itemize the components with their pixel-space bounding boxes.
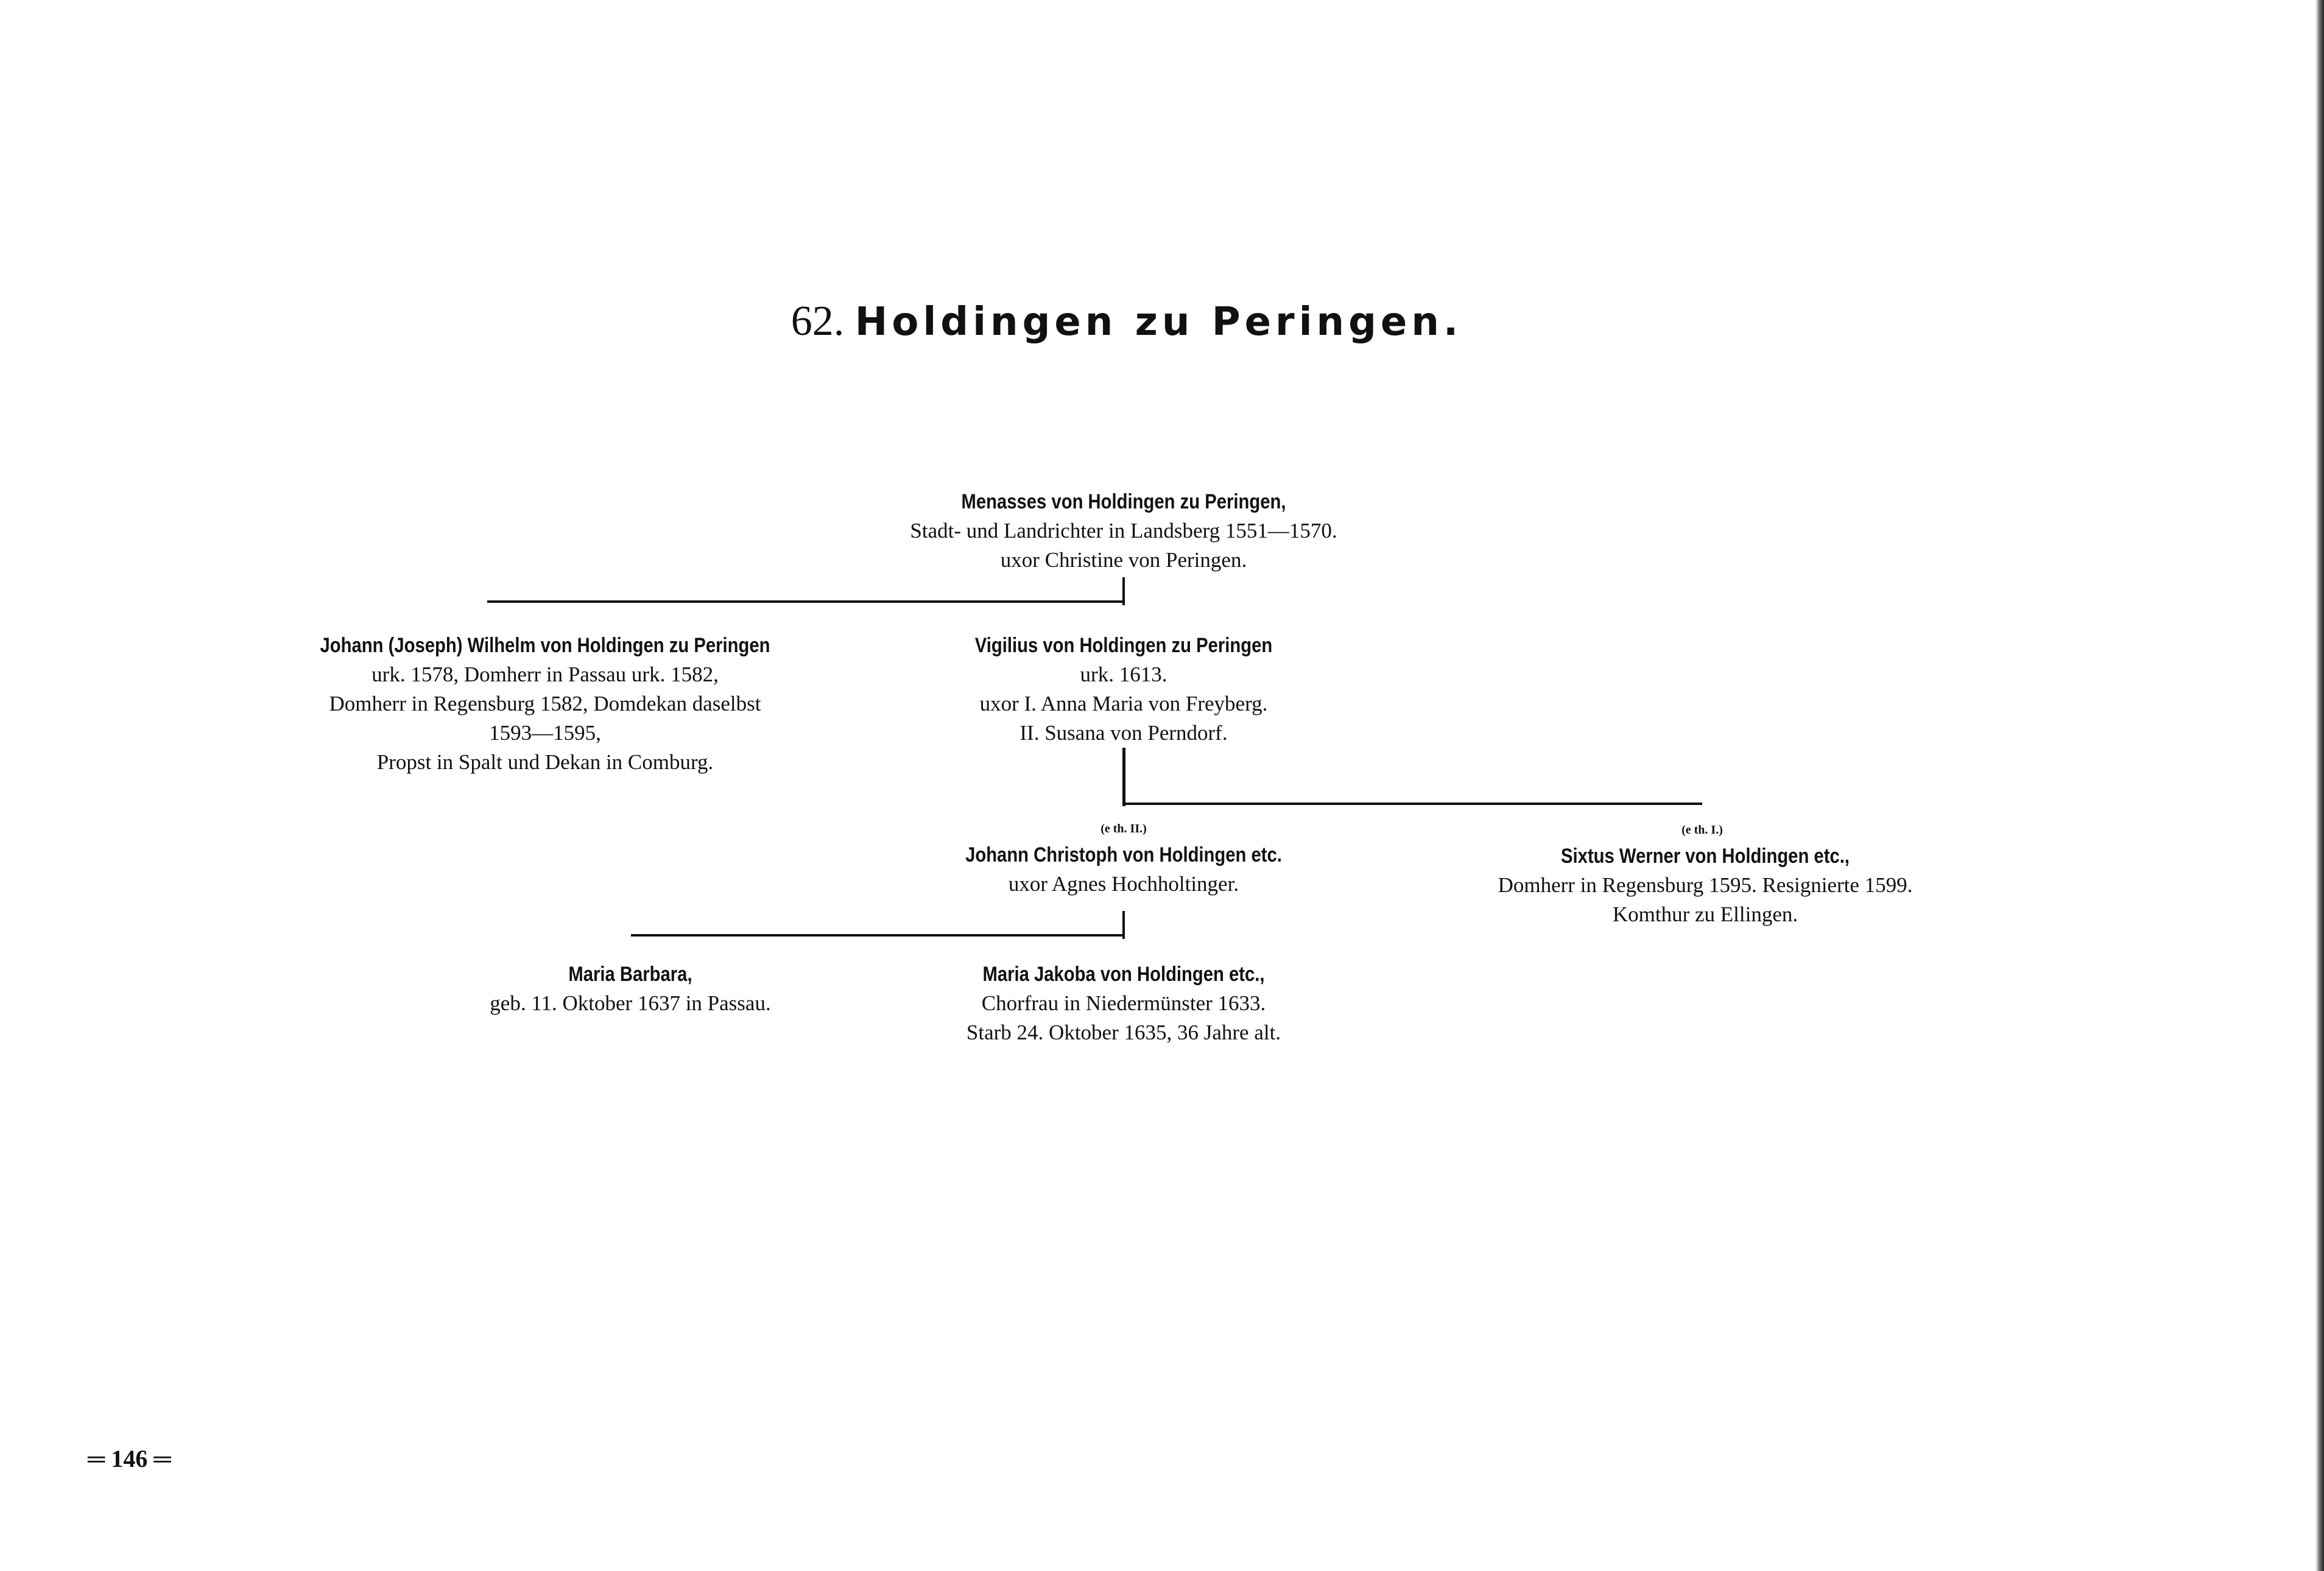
person-name: Johann (Joseph) Wilhelm von Holdingen zu Peringen [320, 634, 770, 657]
person-name: Maria Barbara, [568, 963, 692, 986]
person-maria-jakoba [880, 960, 1367, 1047]
tree-connector-horizontal [631, 934, 1125, 937]
person-johann-christoph [880, 840, 1367, 899]
person-detail: uxor Christine von Peringen. [1000, 548, 1247, 572]
title-text: Holdingen zu Peringen. [854, 300, 1463, 345]
person-detail: Domherr in Regensburg 1595. Resignierte 1599. [1498, 873, 1913, 897]
tree-connector-horizontal [1122, 803, 1702, 805]
person-detail: Chorfrau in Niedermünster 1633. [981, 991, 1266, 1015]
person-maria-barbara [423, 960, 837, 1018]
person-name: Menasses von Holdingen zu Peringen, [961, 490, 1286, 513]
person-detail: Propst in Spalt und Dekan in Comburg. [376, 750, 714, 774]
tree-connector-horizontal [487, 600, 1125, 603]
person-detail: urk. 1613. [1080, 662, 1167, 686]
person-detail: urk. 1578, Domherr in Passau urk. 1582, [371, 662, 719, 686]
person-detail: uxor I. Anna Maria von Freyberg. [979, 692, 1268, 715]
person-detail: Domherr in Regensburg 1582, Domdekan daselbst [329, 692, 761, 715]
title-number: 62. [791, 298, 845, 345]
person-sixtus-werner [1413, 842, 1998, 929]
page-number: ═ 146 ═ [88, 1445, 171, 1472]
person-detail: 1593—1595, [489, 721, 601, 745]
person-detail: Starb 24. Oktober 1635, 36 Jahre alt. [966, 1021, 1281, 1044]
person-name: Vigilius von Holdingen zu Peringen [974, 634, 1273, 657]
person-name: Maria Jakoba von Holdingen etc., [982, 963, 1265, 986]
person-vigilius [880, 631, 1367, 748]
person-detail: II. Susana von Perndorf. [1019, 721, 1228, 745]
person-detail: Stadt- und Landrichter in Landsberg 1551—1570. [910, 519, 1337, 543]
page-title [0, 297, 2253, 346]
person-menasses [819, 487, 1428, 575]
person-detail: uxor Agnes Hochholtinger. [1008, 872, 1239, 896]
person-johann-wilhelm [213, 631, 877, 777]
person-detail: Komthur zu Ellingen. [1612, 902, 1798, 926]
person-name: Johann Christoph von Holdingen etc. [965, 843, 1282, 866]
person-name: Sixtus Werner von Holdingen etc., [1561, 845, 1850, 868]
annotation: (e th. I.) [1681, 823, 1723, 837]
annotation: (e th. II.) [1100, 822, 1147, 835]
binding-edge [2315, 0, 2324, 1571]
person-detail: geb. 11. Oktober 1637 in Passau. [490, 991, 771, 1015]
tree-connector-vertical [1122, 748, 1125, 806]
